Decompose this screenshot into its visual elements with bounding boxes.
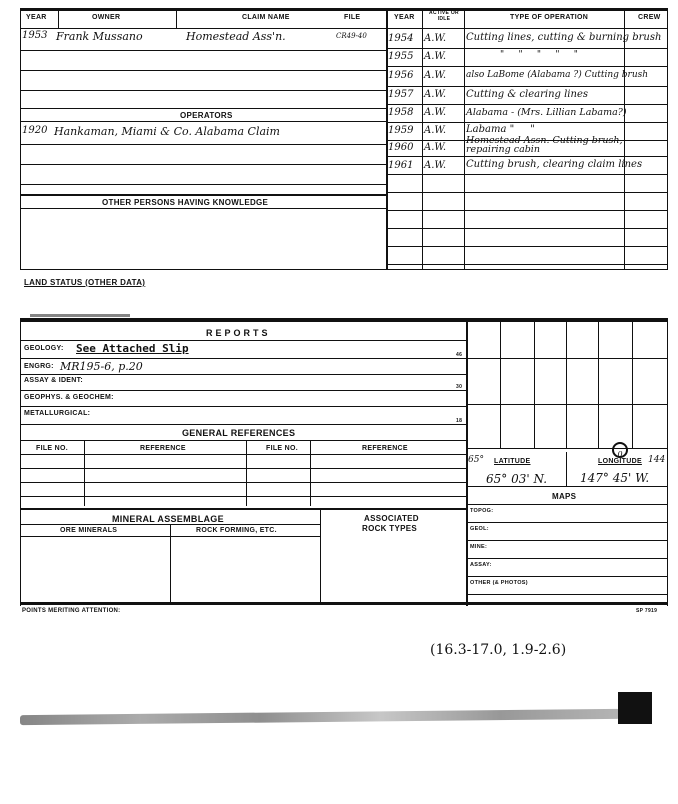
ref-reference: REFERENCE bbox=[140, 445, 186, 452]
form-number: SP 7919 bbox=[636, 608, 658, 614]
maps-title: MAPS bbox=[552, 492, 577, 501]
coordinates-note: (16.3-17.0, 1.9-2.6) bbox=[430, 642, 567, 658]
activity-op-8: Cutting brush, clearing claim lines bbox=[466, 159, 643, 170]
ref-file-no-2: FILE NO. bbox=[266, 445, 298, 452]
operators-text: Hankaman, Miami & Co. Alabama Claim bbox=[54, 125, 280, 138]
activity-year-4: 1957 bbox=[388, 89, 414, 100]
reports-section bbox=[20, 318, 668, 606]
scan-line-top bbox=[30, 314, 130, 317]
activity-status-5: A.W. bbox=[424, 107, 447, 118]
activity-status-3: A.W. bbox=[424, 70, 447, 81]
geology-label: GEOLOGY: bbox=[24, 345, 64, 352]
lon-suffix: 144 bbox=[648, 455, 666, 465]
operators-title: OPERATORS bbox=[180, 111, 233, 120]
header-year-2: YEAR bbox=[394, 14, 415, 21]
activity-year-6: 1959 bbox=[388, 125, 414, 136]
header-owner: OWNER bbox=[92, 14, 121, 21]
associated-label: ASSOCIATED bbox=[364, 514, 419, 523]
activity-op-5: Alabama - (Mrs. Lillian Labama?) bbox=[466, 107, 627, 118]
activity-status-8: A.W. bbox=[424, 160, 447, 171]
activity-op-1: Cutting lines, cutting & burning brush bbox=[466, 32, 662, 43]
maps-mine: MINE: bbox=[470, 544, 488, 550]
other-persons-title: OTHER PERSONS HAVING KNOWLEDGE bbox=[102, 198, 269, 207]
activity-op-4: Cutting & clearing lines bbox=[466, 89, 588, 100]
owner-year: 1953 bbox=[22, 30, 48, 41]
owner-file: CR49-40 bbox=[336, 32, 367, 40]
activity-status-6: A.W. bbox=[424, 125, 447, 136]
geophys-label: GEOPHYS. & GEOCHEM: bbox=[24, 394, 114, 401]
metallurgical-label: METALLURGICAL: bbox=[24, 410, 91, 417]
header-claim-name: CLAIM NAME bbox=[242, 14, 290, 21]
maps-topog: TOPOG: bbox=[470, 508, 494, 514]
activity-year-1: 1954 bbox=[388, 33, 414, 44]
header-year: YEAR bbox=[26, 14, 47, 21]
activity-status-7: A.W. bbox=[424, 142, 447, 153]
geology-value: See Attached Slip bbox=[76, 342, 189, 355]
latitude-label: LATITUDE bbox=[494, 458, 531, 465]
engrg-value: MR195-6, p.20 bbox=[60, 360, 143, 373]
reports-title: REPORTS bbox=[206, 328, 271, 338]
maps-other: OTHER (& PHOTOS) bbox=[470, 580, 528, 586]
ore-minerals-label: ORE MINERALS bbox=[60, 527, 118, 534]
top-section bbox=[20, 8, 668, 270]
ref-file-no: FILE NO. bbox=[36, 445, 68, 452]
number-18: 18 bbox=[456, 418, 463, 424]
owner-claim-name: Homestead Ass'n. bbox=[186, 30, 286, 43]
activity-op-2: " " " " " bbox=[500, 50, 578, 60]
latitude-value: 65° 03' N. bbox=[486, 472, 548, 486]
activity-year-8: 1961 bbox=[388, 160, 414, 171]
activity-op-6: Labama " " bbox=[466, 124, 535, 135]
operators-year: 1920 bbox=[22, 125, 48, 136]
engrg-label: ENGRG: bbox=[24, 363, 54, 370]
mineral-assemblage-title: MINERAL ASSEMBLAGE bbox=[112, 514, 224, 524]
activity-year-7: 1960 bbox=[388, 142, 414, 153]
general-references-title: GENERAL REFERENCES bbox=[182, 428, 296, 438]
scan-blot bbox=[618, 692, 652, 724]
assay-label: ASSAY & IDENT: bbox=[24, 377, 84, 384]
points-meriting-label: POINTS MERITING ATTENTION: bbox=[22, 608, 121, 614]
circle-mark-text: 0 bbox=[617, 450, 623, 459]
activity-status-4: A.W. bbox=[424, 89, 447, 100]
owner-name: Frank Mussano bbox=[56, 30, 143, 43]
number-46: 46 bbox=[456, 352, 463, 358]
activity-status-2: A.W. bbox=[424, 51, 447, 62]
activity-op-7: Homestead Assn. Cutting brush, repairing cabin bbox=[466, 135, 623, 155]
longitude-label: LONGITUDE bbox=[598, 458, 642, 465]
rock-forming-label: ROCK FORMING, ETC. bbox=[196, 527, 277, 534]
location-circle-mark bbox=[612, 442, 628, 458]
rock-types-label: ROCK TYPES bbox=[362, 524, 418, 533]
number-30: 30 bbox=[456, 384, 463, 390]
lat-prefix: 65° bbox=[468, 455, 484, 465]
land-status-label: LAND STATUS (OTHER DATA) bbox=[24, 278, 146, 287]
header-crew: CREW bbox=[638, 14, 661, 21]
activity-year-2: 1955 bbox=[388, 51, 414, 62]
maps-assay: ASSAY: bbox=[470, 562, 492, 568]
header-type-of-operation: TYPE OF OPERATION bbox=[510, 14, 589, 21]
maps-geol: GEOL: bbox=[470, 526, 489, 532]
scan-streak bbox=[20, 709, 620, 725]
header-file: FILE bbox=[344, 14, 361, 21]
ref-reference-2: REFERENCE bbox=[362, 445, 408, 452]
activity-op-3: also LaBome (Alabama ?) Cutting brush bbox=[466, 70, 649, 80]
longitude-value: 147° 45' W. bbox=[580, 471, 650, 485]
activity-year-5: 1958 bbox=[388, 107, 414, 118]
header-active-idle: ACTIVE OR IDLE bbox=[429, 10, 459, 22]
activity-year-3: 1956 bbox=[388, 70, 414, 81]
activity-status-1: A.W. bbox=[424, 33, 447, 44]
